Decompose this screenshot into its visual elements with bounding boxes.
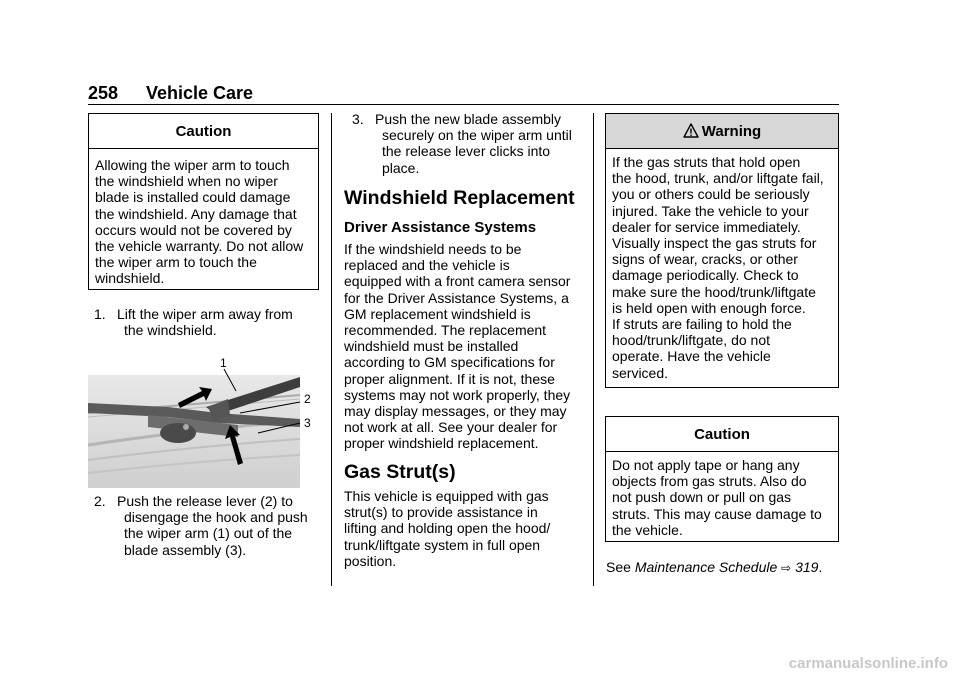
step-line: the release lever clicks into bbox=[382, 143, 551, 160]
maintenance-schedule-link[interactable] bbox=[635, 559, 819, 575]
paragraph-line: This vehicle is equipped with gas bbox=[344, 488, 549, 504]
warning-line: Visually inspect the gas struts for bbox=[612, 235, 817, 252]
step-1 bbox=[94, 306, 324, 338]
paragraph-line: proper alignment. If it is not, these bbox=[344, 370, 555, 387]
caution-line: the vehicle warranty. Do not allow bbox=[95, 238, 304, 255]
paragraph-line: GM replacement windshield is bbox=[344, 305, 531, 322]
caution-line: the vehicle. bbox=[612, 521, 683, 538]
gas-struts-heading: Gas Strut(s) bbox=[344, 461, 456, 483]
step-number: 3. bbox=[352, 111, 364, 127]
warning-line: serviced. bbox=[612, 364, 669, 381]
caution-line: not push down or pull on gas bbox=[612, 489, 792, 506]
watermark: carmanualsonline.info bbox=[788, 655, 948, 672]
warning-line: you or others could be seriously bbox=[612, 186, 810, 203]
see-prefix: See bbox=[606, 559, 631, 575]
warning-line: operate. Have the vehicle bbox=[612, 348, 771, 365]
paragraph-line: proper windshield replacement. bbox=[344, 435, 539, 452]
wiper-arm-figure bbox=[88, 355, 320, 490]
step-line: the wiper arm (1) out of the bbox=[124, 525, 293, 542]
paragraph-line: lifting and holding open the hood/ bbox=[344, 520, 551, 537]
caution-title: Caution bbox=[89, 114, 318, 149]
step-number: 1. bbox=[94, 306, 106, 322]
paragraph-line: If the windshield needs to be bbox=[344, 241, 522, 257]
driver-assistance-paragraph bbox=[344, 241, 589, 452]
step-line: Push the new blade assembly bbox=[375, 111, 561, 127]
callout-1: 1 bbox=[220, 356, 227, 370]
caution-body bbox=[606, 452, 838, 538]
caution-line: struts. This may cause damage to bbox=[612, 505, 822, 522]
paragraph-line: may display messages, or they may bbox=[344, 403, 567, 420]
caution-line: occurs would not be covered by bbox=[95, 221, 292, 238]
gas-struts-paragraph bbox=[344, 488, 589, 569]
warning-icon bbox=[683, 123, 699, 139]
callout-2: 2 bbox=[304, 392, 311, 406]
step-line: disengage the hook and push bbox=[124, 509, 308, 526]
link-page: 319 bbox=[795, 559, 819, 575]
see-suffix: . bbox=[818, 559, 823, 575]
step-2 bbox=[94, 493, 324, 558]
warning-line: dealer for service immediately. bbox=[612, 218, 801, 235]
warning-line: hood/trunk/liftgate, do not bbox=[612, 332, 770, 349]
step-line: Lift the wiper arm away from bbox=[117, 306, 293, 322]
paragraph-line: equipped with a front camera sensor bbox=[344, 273, 571, 290]
paragraph-line: strut(s) to provide assistance in bbox=[344, 504, 538, 521]
caution-line: blade is installed could damage bbox=[95, 189, 291, 206]
caution-line: the windshield. Any damage that bbox=[95, 205, 297, 222]
warning-header bbox=[606, 114, 838, 149]
warning-line: damage periodically. Check to bbox=[612, 267, 799, 284]
caution-box-gas-struts bbox=[605, 416, 839, 542]
warning-line: is held open with enough force. bbox=[612, 299, 806, 316]
paragraph-line: recommended. The replacement bbox=[344, 322, 547, 339]
caution-line: windshield. bbox=[95, 270, 165, 287]
warning-line: If struts are failing to hold the bbox=[612, 316, 792, 333]
step-line: Push the release lever (2) to bbox=[117, 493, 293, 509]
step-line: blade assembly (3). bbox=[124, 541, 247, 558]
warning-line: injured. Take the vehicle to your bbox=[612, 202, 809, 219]
paragraph-line: not work at all. See your dealer for bbox=[344, 419, 558, 436]
column-divider-left bbox=[331, 113, 332, 586]
warning-line: make sure the hood/trunk/liftgate bbox=[612, 283, 816, 300]
warning-line: If the gas struts that hold open bbox=[612, 154, 801, 170]
link-text: Maintenance Schedule bbox=[634, 559, 778, 575]
caution-body bbox=[89, 149, 318, 287]
warning-body bbox=[606, 149, 838, 381]
page-ref-arrow-icon: ⇨ bbox=[781, 561, 792, 575]
warning-title: Warning bbox=[701, 122, 762, 140]
warning-line: the hood, trunk, and/or liftgate fail, bbox=[612, 170, 824, 187]
column-divider-right bbox=[593, 113, 594, 586]
paragraph-line: trunk/liftgate system in full open bbox=[344, 536, 541, 553]
step-line: place. bbox=[382, 159, 420, 176]
paragraph-line: systems may not work properly, they bbox=[344, 386, 571, 403]
paragraph-line: according to GM specifications for bbox=[344, 354, 555, 371]
caution-box-wiper bbox=[88, 113, 319, 290]
wiper-illustration bbox=[88, 355, 320, 490]
callout-3: 3 bbox=[304, 416, 311, 430]
caution-line: objects from gas struts. Also do bbox=[612, 473, 807, 490]
paragraph-line: for the Driver Assistance Systems, a bbox=[344, 289, 569, 306]
step-3 bbox=[352, 111, 587, 176]
caution-line: the wiper arm to touch the bbox=[95, 254, 257, 271]
paragraph-line: replaced and the vehicle is bbox=[344, 257, 510, 274]
warning-box-gas-struts bbox=[605, 113, 839, 388]
warning-line: signs of wear, cracks, or other bbox=[612, 251, 798, 268]
caution-line: Allowing the wiper arm to touch bbox=[95, 157, 290, 173]
paragraph-line: position. bbox=[344, 552, 397, 569]
driver-assistance-heading: Driver Assistance Systems bbox=[344, 219, 537, 236]
windshield-replacement-heading: Windshield Replacement bbox=[344, 187, 575, 209]
page-header bbox=[88, 83, 840, 103]
caution-line: the windshield when no wiper bbox=[95, 173, 278, 190]
page-number: 258 bbox=[88, 83, 119, 103]
step-line: securely on the wiper arm until bbox=[382, 127, 572, 144]
step-number: 2. bbox=[94, 493, 106, 509]
see-reference bbox=[606, 559, 822, 576]
caution-title: Caution bbox=[606, 417, 838, 452]
step-line: the windshield. bbox=[124, 322, 217, 339]
section-title: Vehicle Care bbox=[146, 83, 254, 103]
caution-line: Do not apply tape or hang any bbox=[612, 457, 800, 473]
paragraph-line: windshield must be installed bbox=[344, 338, 519, 355]
header-rule bbox=[88, 104, 839, 105]
